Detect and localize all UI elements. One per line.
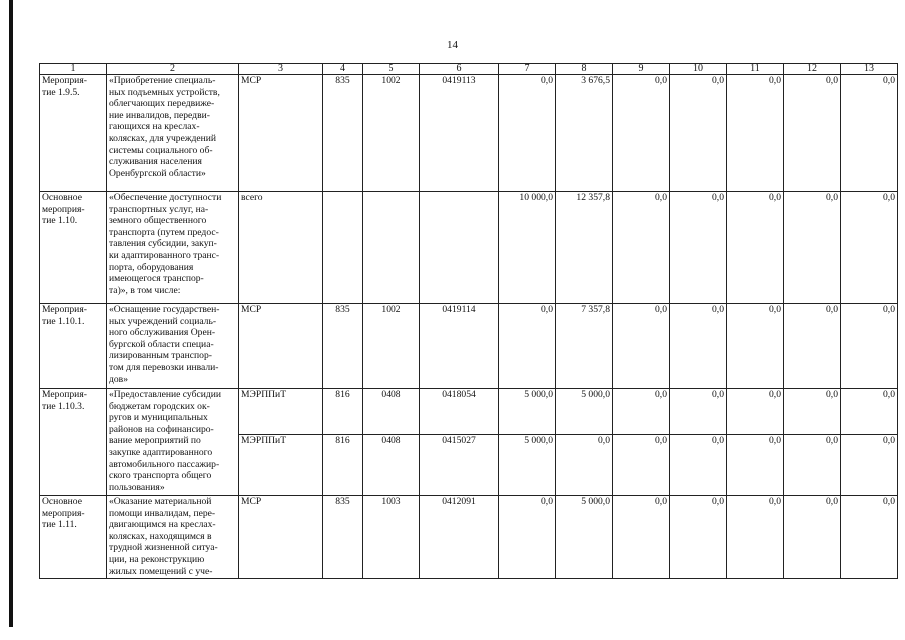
column-header: 11 <box>727 64 784 75</box>
value-cell-c11: 0,0 <box>727 389 784 435</box>
value-cell-c4 <box>323 192 363 304</box>
value-cell-c13: 0,0 <box>841 75 898 192</box>
value-cell-c8: 5 000,0 <box>556 389 613 435</box>
budget-table <box>39 63 898 579</box>
value-cell-c8: 12 357,8 <box>556 192 613 304</box>
value-cell-c9: 0,0 <box>613 304 670 389</box>
table-row <box>40 192 898 304</box>
value-cell-c7: 5 000,0 <box>499 435 556 496</box>
value-cell-c11: 0,0 <box>727 192 784 304</box>
value-cell-c5 <box>363 192 420 304</box>
value-cell-c8: 3 676,5 <box>556 75 613 192</box>
value-cell-c4: 835 <box>323 304 363 389</box>
value-cell-c13: 0,0 <box>841 192 898 304</box>
value-cell-c7: 10 000,0 <box>499 192 556 304</box>
value-cell-c4: 816 <box>323 389 363 435</box>
value-cell-c6: 0419114 <box>420 304 499 389</box>
value-cell-c11: 0,0 <box>727 75 784 192</box>
column-header: 13 <box>841 64 898 75</box>
value-cell-c12: 0,0 <box>784 304 841 389</box>
value-cell-c12: 0,0 <box>784 389 841 435</box>
activity-id-cell: Основное мероприя- тие 1.10. <box>40 192 107 304</box>
value-cell-c10: 0,0 <box>670 192 727 304</box>
column-header: 6 <box>420 64 499 75</box>
value-cell-c10: 0,0 <box>670 75 727 192</box>
executor-cell: МСР <box>239 75 323 192</box>
column-header: 8 <box>556 64 613 75</box>
activity-description-cell: «Оснащение государствен- ных учреждений социаль- ного обслуживания Орен- бургской области специа- лизированным транспор- том для перевозки инвали- дов» <box>107 304 239 389</box>
value-cell-c10: 0,0 <box>670 304 727 389</box>
activity-description-cell: «Обеспечение доступности транспортных услуг, на- земного общественного транспорта (путем предос- тавления субсидии, закуп- ки адаптированного транс- порта, оборудования имеющегося транспор- та)», в том числе: <box>107 192 239 304</box>
value-cell-c6: 0419113 <box>420 75 499 192</box>
column-header: 10 <box>670 64 727 75</box>
value-cell-c11: 0,0 <box>727 496 784 579</box>
table-row <box>40 496 898 579</box>
value-cell-c4: 835 <box>323 75 363 192</box>
value-cell-c11: 0,0 <box>727 304 784 389</box>
value-cell-c12: 0,0 <box>784 496 841 579</box>
table-row <box>40 75 898 192</box>
column-header: 1 <box>40 64 107 75</box>
table-row <box>40 389 898 435</box>
column-header: 7 <box>499 64 556 75</box>
column-header: 3 <box>239 64 323 75</box>
value-cell-c6: 0412091 <box>420 496 499 579</box>
value-cell-c8: 0,0 <box>556 435 613 496</box>
value-cell-c9: 0,0 <box>613 389 670 435</box>
executor-cell: МЭРППиТ <box>239 435 323 496</box>
value-cell-c13: 0,0 <box>841 304 898 389</box>
value-cell-c12: 0,0 <box>784 75 841 192</box>
value-cell-c4: 816 <box>323 435 363 496</box>
activity-id-cell: Мероприя- тие 1.10.1. <box>40 304 107 389</box>
value-cell-c6: 0415027 <box>420 435 499 496</box>
value-cell-c12: 0,0 <box>784 192 841 304</box>
value-cell-c9: 0,0 <box>613 192 670 304</box>
activity-id-cell: Основное мероприя- тие 1.11. <box>40 496 107 579</box>
value-cell-c5: 1002 <box>363 75 420 192</box>
value-cell-c10: 0,0 <box>670 496 727 579</box>
value-cell-c5: 1003 <box>363 496 420 579</box>
value-cell-c9: 0,0 <box>613 75 670 192</box>
executor-cell: МСР <box>239 496 323 579</box>
value-cell-c10: 0,0 <box>670 389 727 435</box>
value-cell-c5: 0408 <box>363 435 420 496</box>
column-header-row <box>40 64 898 75</box>
value-cell-c8: 5 000,0 <box>556 496 613 579</box>
executor-cell: МЭРППиТ <box>239 389 323 435</box>
value-cell-c13: 0,0 <box>841 435 898 496</box>
value-cell-c9: 0,0 <box>613 435 670 496</box>
value-cell-c5: 1002 <box>363 304 420 389</box>
table-row <box>40 304 898 389</box>
value-cell-c9: 0,0 <box>613 496 670 579</box>
value-cell-c4: 835 <box>323 496 363 579</box>
value-cell-c7: 5 000,0 <box>499 389 556 435</box>
value-cell-c11: 0,0 <box>727 435 784 496</box>
value-cell-c6 <box>420 192 499 304</box>
activity-description-cell: «Оказание материальной помощи инвалидам, пере- двигающимся на креслах- колясках, находящимся в трудной жизненной ситуа- ции, на реконструкцию жилых помещений с уче- <box>107 496 239 579</box>
value-cell-c6: 0418054 <box>420 389 499 435</box>
value-cell-c7: 0,0 <box>499 75 556 192</box>
value-cell-c13: 0,0 <box>841 389 898 435</box>
page-edge-bar <box>9 0 13 627</box>
value-cell-c8: 7 357,8 <box>556 304 613 389</box>
activity-description-cell: «Приобретение специаль- ных подъемных устройств, облегчающих передвиже- ние инвалидов, передви- гающихся на креслах- колясках, для учреждений системы социального об- служивания населения Оренбургской области» <box>107 75 239 192</box>
column-header: 12 <box>784 64 841 75</box>
executor-cell: всего <box>239 192 323 304</box>
page-number: 14 <box>447 39 458 51</box>
executor-cell: МСР <box>239 304 323 389</box>
value-cell-c12: 0,0 <box>784 435 841 496</box>
value-cell-c7: 0,0 <box>499 304 556 389</box>
value-cell-c10: 0,0 <box>670 435 727 496</box>
activity-id-cell: Мероприя- тие 1.10.3. <box>40 389 107 496</box>
value-cell-c5: 0408 <box>363 389 420 435</box>
value-cell-c7: 0,0 <box>499 496 556 579</box>
column-header: 4 <box>323 64 363 75</box>
column-header: 9 <box>613 64 670 75</box>
activity-id-cell: Мероприя- тие 1.9.5. <box>40 75 107 192</box>
value-cell-c13: 0,0 <box>841 496 898 579</box>
column-header: 5 <box>363 64 420 75</box>
activity-description-cell: «Предоставление субсидии бюджетам городских ок- ругов и муниципальных районов на софинансиро- вание мероприятий по закупке адаптированного автомобильного пассажир- ского транспорта общего пользования» <box>107 389 239 496</box>
column-header: 2 <box>107 64 239 75</box>
